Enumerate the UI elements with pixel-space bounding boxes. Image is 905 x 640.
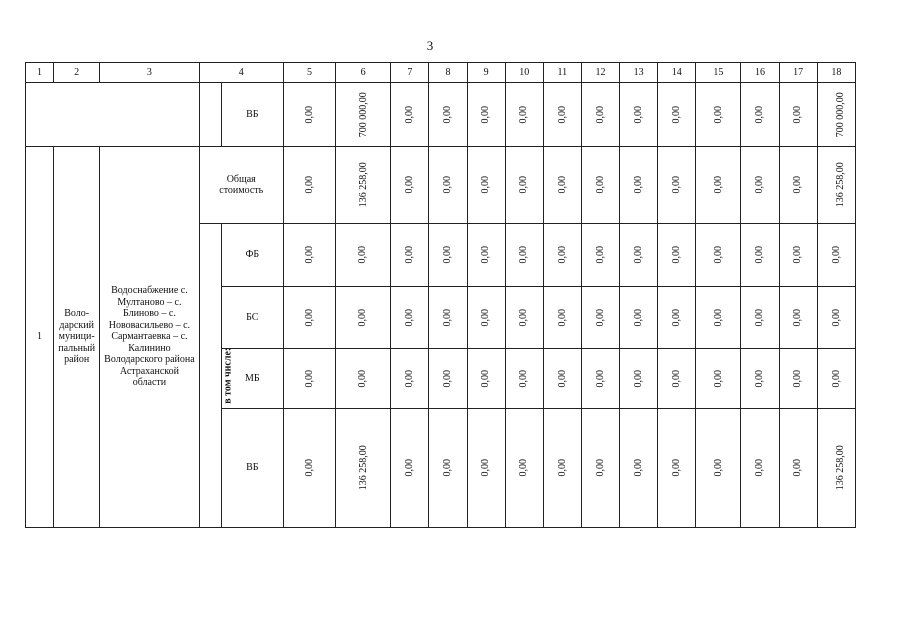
value-text: 136 258,00: [357, 445, 369, 491]
value-text: 136 258,00: [357, 162, 369, 208]
value-text: 0,00: [556, 105, 568, 124]
value-text: 0,00: [632, 369, 644, 388]
value-cell: [741, 287, 779, 349]
value-text: 0,00: [404, 176, 416, 194]
row-total: [26, 147, 856, 224]
value-text: 0,00: [404, 105, 416, 124]
value-cell: [658, 287, 696, 349]
prev-row-label: ВБ: [221, 83, 283, 147]
value-cell: [429, 147, 467, 224]
value-cell: [543, 224, 581, 287]
value-text: 0,00: [830, 308, 842, 327]
entry-district: Воло-дарский муници-пальный район: [54, 147, 100, 528]
value-cell: [658, 147, 696, 224]
value-text: 0,00: [632, 176, 644, 194]
value-text: 0,00: [303, 246, 315, 264]
column-header: 15: [696, 63, 741, 83]
header-row: [26, 63, 856, 83]
value-cell: [467, 349, 505, 409]
value-text: 136 258,00: [834, 162, 846, 208]
value-cell: [817, 224, 855, 287]
value-text: 0,00: [480, 246, 492, 264]
value-cell: [696, 83, 741, 147]
value-cell: [741, 409, 779, 528]
value-cell: [391, 349, 429, 409]
value-cell: [467, 409, 505, 528]
column-header: 8: [429, 63, 467, 83]
value-cell: [620, 83, 658, 147]
value-cell: [467, 224, 505, 287]
value-text: 0,00: [518, 308, 530, 327]
prev-row: [26, 83, 856, 147]
value-cell: [391, 224, 429, 287]
value-text: 0,00: [303, 459, 315, 477]
column-header: 3: [100, 63, 199, 83]
value-cell: [391, 409, 429, 528]
value-text: 0,00: [754, 176, 766, 194]
value-cell: [467, 287, 505, 349]
value-text: 0,00: [830, 369, 842, 388]
value-text: 0,00: [442, 369, 454, 388]
value-text: 0,00: [303, 105, 315, 124]
column-header: 10: [505, 63, 543, 83]
budget-table: [25, 62, 856, 528]
value-cell: [817, 349, 855, 409]
entry-number: 1: [26, 147, 54, 528]
value-cell: [581, 287, 619, 349]
column-header: 18: [817, 63, 855, 83]
value-cell: [581, 409, 619, 528]
value-cell: [620, 409, 658, 528]
value-text: 0,00: [480, 369, 492, 388]
value-text: 0,00: [670, 105, 682, 124]
value-text: 0,00: [357, 308, 369, 327]
value-cell: [336, 147, 391, 224]
value-cell: [283, 83, 335, 147]
entry-object: Водоснабжение с. Мултаново – с. Блиново – с. Нововасильево – с. Сармантаевка – с. Калинино Володарского района Астраханской области: [100, 147, 199, 528]
value-cell: [620, 287, 658, 349]
value-cell: [696, 147, 741, 224]
value-text: 0,00: [594, 105, 606, 124]
including-label: в том числе:: [221, 347, 233, 404]
value-text: 0,00: [792, 308, 804, 327]
value-text: 0,00: [442, 105, 454, 124]
value-cell: [620, 349, 658, 409]
value-text: 0,00: [792, 369, 804, 388]
value-cell: [696, 287, 741, 349]
column-header: 17: [779, 63, 817, 83]
value-text: 0,00: [754, 369, 766, 388]
value-text: 0,00: [594, 308, 606, 327]
row-mb-label: МБ: [221, 349, 283, 409]
value-text: 0,00: [712, 459, 724, 477]
column-header: 16: [741, 63, 779, 83]
column-header: 14: [658, 63, 696, 83]
value-cell: [467, 147, 505, 224]
value-text: 0,00: [754, 308, 766, 327]
value-cell: [658, 409, 696, 528]
value-cell: [505, 83, 543, 147]
row-vb-label: ВБ: [221, 409, 283, 528]
value-cell: [581, 224, 619, 287]
value-text: 0,00: [518, 105, 530, 124]
value-cell: [283, 147, 335, 224]
value-cell: [658, 224, 696, 287]
value-cell: [283, 287, 335, 349]
value-cell: [336, 349, 391, 409]
value-text: 0,00: [712, 176, 724, 194]
row-bs-label: БС: [221, 287, 283, 349]
value-cell: [505, 147, 543, 224]
value-text: 0,00: [712, 105, 724, 124]
value-cell: [779, 409, 817, 528]
value-cell: [741, 147, 779, 224]
value-cell: [581, 349, 619, 409]
value-cell: [817, 83, 855, 147]
column-header: 13: [620, 63, 658, 83]
value-cell: [505, 287, 543, 349]
value-text: 0,00: [480, 308, 492, 327]
value-text: 0,00: [518, 459, 530, 477]
value-text: 0,00: [712, 369, 724, 388]
row-fb-label: ФБ: [221, 224, 283, 287]
value-cell: [696, 349, 741, 409]
value-cell: [779, 224, 817, 287]
value-cell: [429, 224, 467, 287]
value-cell: [696, 409, 741, 528]
value-cell: [283, 349, 335, 409]
value-text: 0,00: [442, 246, 454, 264]
value-cell: [429, 349, 467, 409]
value-cell: [336, 409, 391, 528]
value-text: 0,00: [303, 308, 315, 327]
value-text: 0,00: [404, 459, 416, 477]
value-cell: [283, 224, 335, 287]
value-text: 0,00: [556, 459, 568, 477]
value-cell: [620, 224, 658, 287]
value-text: 0,00: [632, 308, 644, 327]
value-text: 0,00: [442, 308, 454, 327]
page-number: 3: [426, 38, 434, 53]
column-header: 5: [283, 63, 335, 83]
value-cell: [429, 287, 467, 349]
value-cell: [543, 409, 581, 528]
value-cell: [391, 287, 429, 349]
value-text: 0,00: [754, 459, 766, 477]
value-cell: [467, 83, 505, 147]
value-text: 0,00: [480, 176, 492, 194]
value-cell: [779, 147, 817, 224]
value-cell: [741, 349, 779, 409]
value-text: 0,00: [792, 246, 804, 264]
column-header: 12: [581, 63, 619, 83]
value-text: 0,00: [670, 246, 682, 264]
value-cell: [505, 409, 543, 528]
value-cell: [779, 287, 817, 349]
value-text: 0,00: [670, 369, 682, 388]
value-cell: [283, 409, 335, 528]
value-cell: [741, 224, 779, 287]
value-text: 0,00: [594, 176, 606, 194]
column-header: 7: [391, 63, 429, 83]
value-text: 0,00: [712, 308, 724, 327]
value-cell: [741, 83, 779, 147]
column-header: 11: [543, 63, 581, 83]
value-text: 0,00: [594, 369, 606, 388]
value-text: 0,00: [754, 246, 766, 264]
value-cell: [505, 224, 543, 287]
value-text: 0,00: [357, 369, 369, 388]
prev-row-blank: [26, 83, 200, 147]
column-header: 1: [26, 63, 54, 83]
value-cell: [779, 349, 817, 409]
value-cell: [505, 349, 543, 409]
value-text: 0,00: [792, 105, 804, 124]
value-text: 0,00: [556, 176, 568, 194]
value-text: 0,00: [442, 176, 454, 194]
value-text: 136 258,00: [834, 445, 846, 491]
value-text: 0,00: [357, 246, 369, 264]
value-text: 0,00: [303, 369, 315, 388]
value-text: 0,00: [792, 459, 804, 477]
value-text: 0,00: [518, 369, 530, 388]
value-cell: [543, 349, 581, 409]
value-cell: [336, 224, 391, 287]
value-cell: [543, 287, 581, 349]
row-total-label: Общая стоимость: [199, 147, 283, 224]
value-cell: [543, 147, 581, 224]
value-text: 0,00: [670, 176, 682, 194]
value-text: 0,00: [480, 105, 492, 124]
value-text: 0,00: [594, 459, 606, 477]
value-text: 0,00: [404, 246, 416, 264]
value-text: 0,00: [632, 246, 644, 264]
value-text: 0,00: [632, 459, 644, 477]
value-text: 0,00: [556, 369, 568, 388]
value-cell: [429, 83, 467, 147]
value-cell: [696, 224, 741, 287]
value-text: 0,00: [442, 459, 454, 477]
value-text: 0,00: [670, 459, 682, 477]
column-header: 4: [199, 63, 283, 83]
value-cell: [581, 147, 619, 224]
value-cell: [336, 83, 391, 147]
value-text: 0,00: [480, 459, 492, 477]
value-cell: [658, 349, 696, 409]
value-text: 700 000,00: [357, 92, 369, 137]
value-cell: [817, 147, 855, 224]
value-text: 0,00: [792, 176, 804, 194]
value-cell: [581, 83, 619, 147]
including-cell: [199, 224, 233, 528]
prev-row-narrow: [199, 83, 221, 147]
value-text: 0,00: [712, 246, 724, 264]
value-cell: [817, 409, 855, 528]
value-cell: [391, 147, 429, 224]
value-text: 0,00: [830, 246, 842, 264]
value-cell: [779, 83, 817, 147]
value-text: 0,00: [556, 246, 568, 264]
value-text: 0,00: [556, 308, 568, 327]
column-header: 9: [467, 63, 505, 83]
column-header: 2: [54, 63, 100, 83]
value-text: 0,00: [670, 308, 682, 327]
value-cell: [658, 83, 696, 147]
value-text: 700 000,00: [834, 92, 846, 137]
value-cell: [817, 287, 855, 349]
value-cell: [543, 83, 581, 147]
value-cell: [391, 83, 429, 147]
value-text: 0,00: [518, 246, 530, 264]
value-text: 0,00: [754, 105, 766, 124]
value-text: 0,00: [594, 246, 606, 264]
value-text: 0,00: [404, 369, 416, 388]
value-cell: [336, 287, 391, 349]
value-text: 0,00: [404, 308, 416, 327]
value-text: 0,00: [303, 176, 315, 194]
value-text: 0,00: [518, 176, 530, 194]
value-cell: [429, 409, 467, 528]
value-cell: [620, 147, 658, 224]
column-header: 6: [336, 63, 391, 83]
value-text: 0,00: [632, 105, 644, 124]
